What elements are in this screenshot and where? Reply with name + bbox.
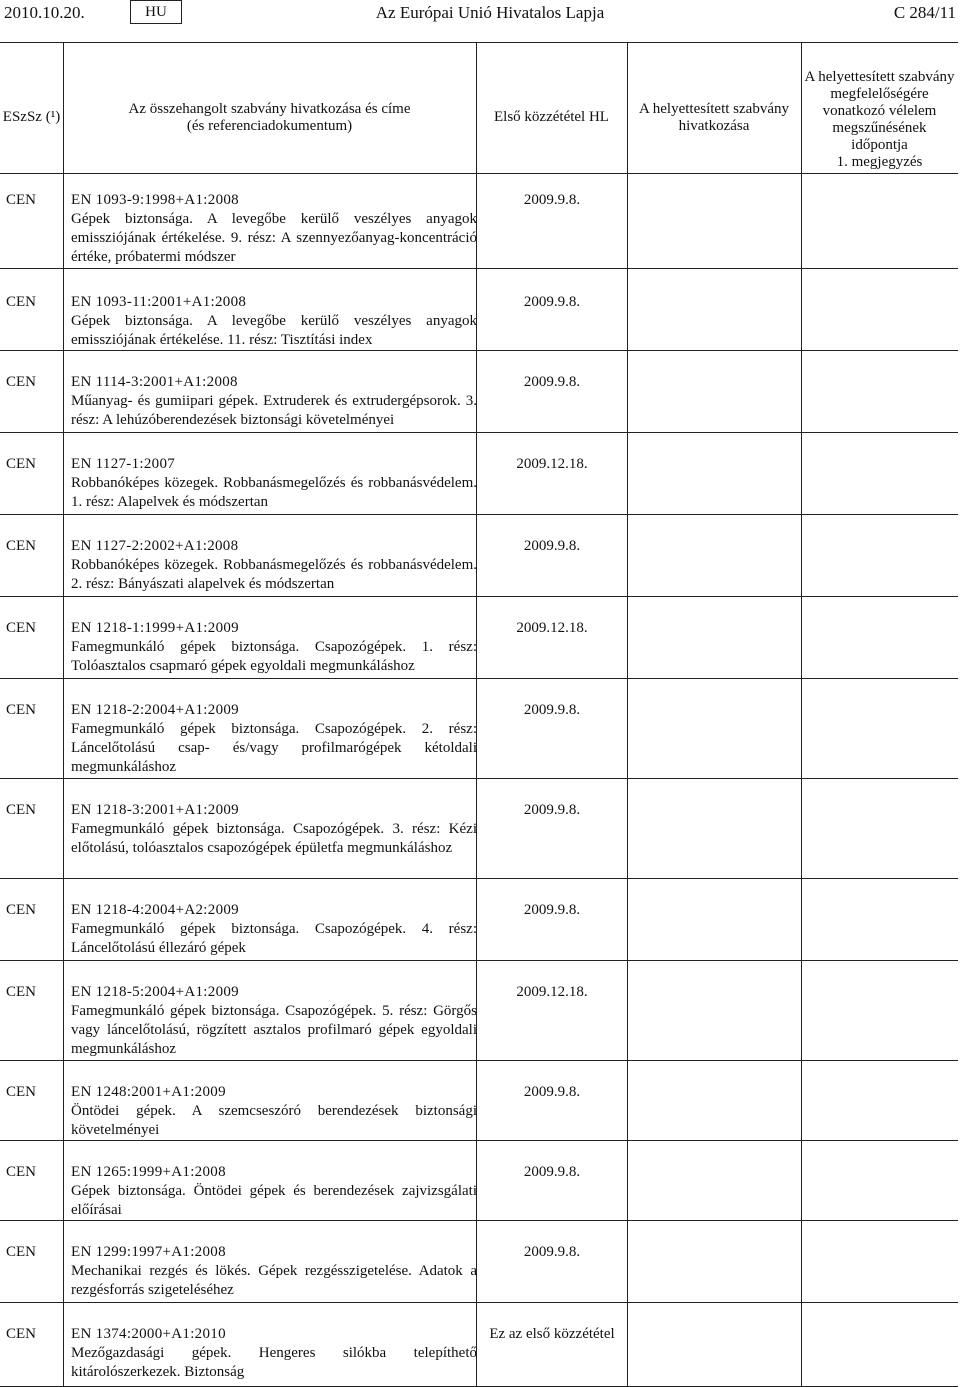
first-publication-date: 2009.9.8.: [523, 294, 581, 310]
row-organisation: CEN: [6, 1084, 36, 1100]
table-row: [71, 1083, 477, 1140]
table-row: [71, 619, 477, 676]
row-organisation: CEN: [6, 902, 36, 918]
column-header-replaced-standard: [627, 101, 801, 135]
standard-code: EN 1218-2:2004+A1:2009: [71, 702, 239, 718]
standard-code: EN 1218-3:2001+A1:2009: [71, 802, 239, 818]
first-publication-date: 2009.9.8.: [523, 1164, 581, 1180]
replaced-header-line: hivatkozása: [678, 118, 750, 134]
standard-title: Famegmunkáló gépek biztonsága. Csapozógépek. 3. rész: Kézi előtolású, tolóasztalos csapozógépek épületfa megmunkáláshoz: [71, 821, 477, 856]
table-row: [71, 1163, 477, 1220]
row-divider: [0, 1060, 958, 1061]
table-row: [71, 293, 477, 350]
standard-code: EN 1218-4:2004+A2:2009: [71, 902, 239, 918]
standard-code: EN 1093-11:2001+A1:2008: [71, 294, 247, 310]
standard-code: EN 1374:2000+A1:2010: [71, 1326, 226, 1342]
cessation-header-line: 1. megjegyzés: [836, 154, 923, 170]
first-publication-date: 2009.9.8.: [523, 1084, 581, 1100]
column-divider: [63, 43, 64, 1386]
standard-code: EN 1114-3:2001+A1:2008: [71, 374, 238, 390]
table-row: [71, 1325, 477, 1382]
cessation-header-line: vonatkozó vélelem: [822, 103, 937, 119]
row-divider: [0, 1302, 958, 1303]
standard-code: EN 1248:2001+A1:2009: [71, 1084, 226, 1100]
header-divider: [0, 173, 958, 174]
column-header-cessation-date: [801, 69, 958, 171]
row-organisation: CEN: [6, 1326, 36, 1342]
row-organisation: CEN: [6, 456, 36, 472]
row-divider: [0, 514, 958, 515]
first-publication-date: 2009.9.8.: [523, 1244, 581, 1260]
row-organisation: CEN: [6, 1164, 36, 1180]
column-header-first-publication: Első közzététel HL: [494, 109, 609, 125]
standard-code: EN 1218-5:2004+A1:2009: [71, 984, 239, 1000]
row-divider: [0, 778, 958, 779]
row-organisation: CEN: [6, 1244, 36, 1260]
row-organisation: CEN: [6, 802, 36, 818]
standard-code: EN 1218-1:1999+A1:2009: [71, 620, 239, 636]
row-organisation: CEN: [6, 374, 36, 390]
standard-title: Öntödei gépek. A szemcseszóró berendezések biztonsági követelményei: [71, 1103, 477, 1138]
row-organisation: CEN: [6, 538, 36, 554]
row-organisation: CEN: [6, 294, 36, 310]
row-divider: [0, 1220, 958, 1221]
column-header-reference: [63, 101, 476, 135]
standard-code: EN 1127-1:2007: [71, 456, 176, 472]
standard-title: Mezőgazdasági gépek. Hengeres silókba telepíthető kitárolószerkezek. Biztonság: [71, 1345, 477, 1380]
first-publication-date: 2009.12.18.: [516, 984, 588, 1000]
standard-code: EN 1093-9:1998+A1:2008: [71, 192, 239, 208]
row-divider: [0, 432, 958, 433]
first-publication-date: 2009.12.18.: [516, 620, 588, 636]
table-row: [71, 701, 477, 777]
cessation-header-line: időpontja: [851, 137, 908, 153]
standard-title: Gépek biztonsága. A levegőbe kerülő veszélyes anyagok emissziójának értékelése. 9. rész: A szennyezőanyag-koncentráció értéke, próbatermi módszer: [71, 211, 477, 265]
first-publication-date: 2009.9.8.: [523, 538, 581, 554]
table-row: [71, 801, 477, 858]
table-row: [71, 455, 477, 512]
row-divider: [0, 678, 958, 679]
replaced-header-line: A helyettesített szabvány: [639, 101, 789, 117]
row-divider: [0, 350, 958, 351]
standard-title: Mechanikai rezgés és lökés. Gépek rezgésszigetelése. Adatok a rezgésforrás szigeteléséhez: [71, 1263, 477, 1298]
standard-title: Famegmunkáló gépek biztonsága. Csapozógépek. 1. rész: Tolóasztalos csapmaró gépek egyoldali megmunkáláshoz: [71, 639, 477, 674]
table-row: [71, 373, 477, 430]
standard-title: Műanyag- és gumiipari gépek. Extruderek és extrudergépsorok. 3. rész: A lehúzóberendezések biztonsági követelményei: [71, 393, 477, 428]
row-divider: [0, 1140, 958, 1141]
row-divider: [0, 596, 958, 597]
standard-title: Famegmunkáló gépek biztonsága. Csapozógépek. 5. rész: Görgős vagy láncelőtolású, rögzített asztalos profilmaró gépek egyoldali megmunkáláshoz: [71, 1003, 477, 1057]
standard-title: Famegmunkáló gépek biztonsága. Csapozógépek. 2. rész: Láncelőtolású csap- és/vagy profilmarógépek kétoldali megmunkáláshoz: [71, 721, 477, 775]
table-row: [71, 537, 477, 594]
first-publication-date: Ez az első közzététel: [489, 1326, 615, 1342]
row-divider: [0, 878, 958, 879]
cessation-header-line: megfelelőségére: [830, 86, 929, 102]
standard-title: Gépek biztonsága. Öntödei gépek és berendezések zajvizsgálati előírásai: [71, 1183, 477, 1218]
row-divider: [0, 960, 958, 961]
first-publication-date: 2009.9.8.: [523, 374, 581, 390]
journal-title: Az Európai Unió Hivatalos Lapja: [375, 3, 605, 22]
standard-code: EN 1265:1999+A1:2008: [71, 1164, 226, 1180]
standard-title: Robbanóképes közegek. Robbanásmegelőzés és robbanásvédelem. 1. rész: Alapelvek és módszertan: [71, 475, 477, 510]
column-header-org: ESzSz (¹): [2, 109, 61, 125]
row-organisation: CEN: [6, 620, 36, 636]
reference-header-line: Az összehangolt szabvány hivatkozása és címe: [128, 101, 411, 117]
page-number: C 284/11: [893, 3, 956, 22]
cessation-header-line: megszűnésének: [832, 120, 927, 136]
first-publication-date: 2009.9.8.: [523, 192, 581, 208]
row-divider: [0, 268, 958, 269]
publication-date: 2010.10.20.: [4, 3, 85, 22]
standard-code: EN 1299:1997+A1:2008: [71, 1244, 226, 1260]
first-publication-date: 2009.9.8.: [523, 802, 581, 818]
column-divider: [627, 43, 628, 1386]
table-row: [71, 901, 477, 958]
row-organisation: CEN: [6, 702, 36, 718]
standard-title: Robbanóképes közegek. Robbanásmegelőzés és robbanásvédelem. 2. rész: Bányászati alapelvek és módszertan: [71, 557, 477, 592]
standard-title: Gépek biztonsága. A levegőbe kerülő veszélyes anyagok emissziójának értékelése. 11. rész: Tisztítási index: [71, 313, 477, 348]
journal-header: [0, 0, 960, 30]
first-publication-date: 2009.9.8.: [523, 902, 581, 918]
language-badge: HU: [130, 0, 182, 24]
table-row: [71, 983, 477, 1059]
standard-code: EN 1127-2:2002+A1:2008: [71, 538, 239, 554]
table-row: [71, 1243, 477, 1300]
first-publication-date: 2009.12.18.: [516, 456, 588, 472]
reference-header-line: (és referenciadokumentum): [186, 118, 353, 134]
first-publication-date: 2009.9.8.: [523, 702, 581, 718]
standard-title: Famegmunkáló gépek biztonsága. Csapozógépek. 4. rész: Láncelőtolású éllezáró gépek: [71, 921, 477, 956]
column-divider: [801, 43, 802, 1386]
row-organisation: CEN: [6, 192, 36, 208]
table-row: [71, 191, 477, 267]
cessation-header-line: A helyettesített szabvány: [804, 69, 955, 85]
standards-table: [0, 42, 958, 1387]
row-organisation: CEN: [6, 984, 36, 1000]
